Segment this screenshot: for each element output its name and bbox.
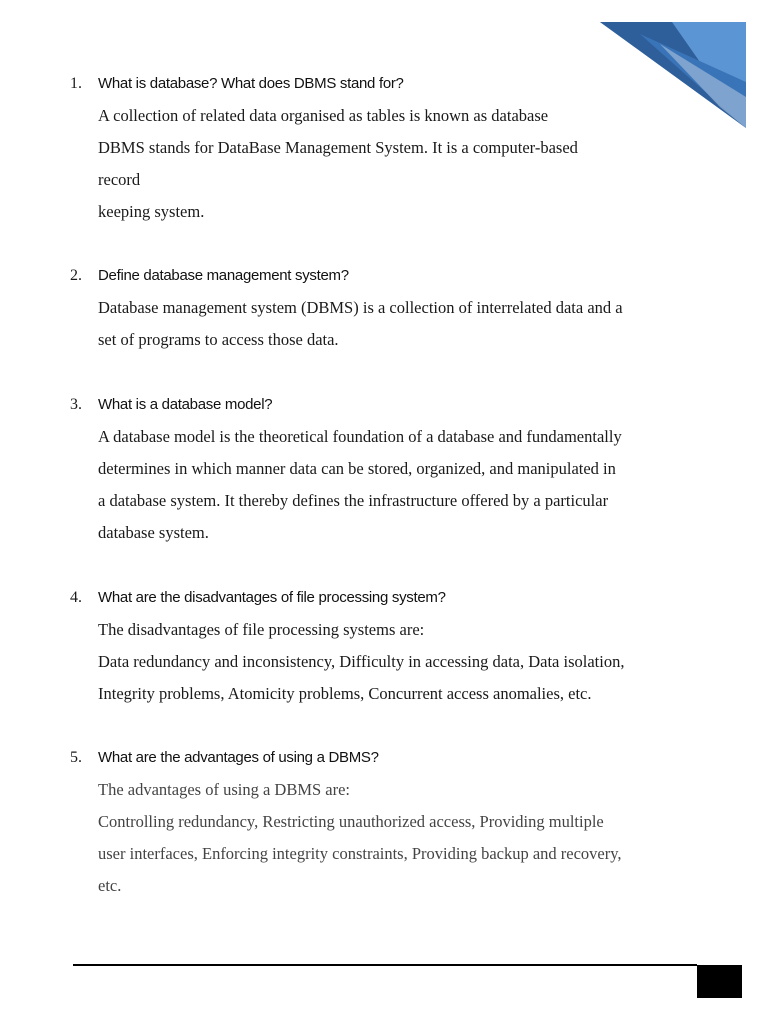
item-number: 5. xyxy=(70,749,82,766)
qa-item-3 xyxy=(70,389,694,549)
answer-line: The advantages of using a DBMS are: xyxy=(98,780,351,799)
question-heading: What are the disadvantages of file processing system? xyxy=(98,589,446,606)
answer-line: Controlling redundancy, Restricting unauthorized access, Providing multiple xyxy=(98,812,604,831)
question-heading: What are the advantages of using a DBMS? xyxy=(98,749,379,766)
answer-line: A collection of related data organised as tables is known as database xyxy=(98,106,549,125)
answer-line: The disadvantages of file processing systems are: xyxy=(98,620,425,639)
answer-line: A database model is the theoretical foundation of a database and fundamentally xyxy=(98,427,622,446)
answer-line: keeping system. xyxy=(98,202,205,221)
page-number-box xyxy=(697,965,742,998)
qa-item-1 xyxy=(70,68,694,228)
qa-item-4 xyxy=(70,582,694,710)
answer-line: record xyxy=(98,170,141,189)
answer-line: database system. xyxy=(98,523,209,542)
answer-line: a database system. It thereby defines the infrastructure offered by a particular xyxy=(98,491,609,510)
answer-line: set of programs to access those data. xyxy=(98,330,339,349)
answer-line: user interfaces, Enforcing integrity constraints, Providing backup and recovery, xyxy=(98,844,622,863)
qa-item-5 xyxy=(70,742,694,902)
footer-rule xyxy=(73,964,697,966)
qa-item-2 xyxy=(70,260,694,356)
spacer xyxy=(70,228,694,260)
question-heading: Define database management system? xyxy=(98,267,349,284)
answer-line: etc. xyxy=(98,876,122,895)
spacer xyxy=(70,549,694,582)
question-heading: What is a database model? xyxy=(98,396,273,413)
answer-line: Database management system (DBMS) is a collection of interrelated data and a xyxy=(98,298,623,317)
answer-line: DBMS stands for DataBase Management System. It is a computer-based xyxy=(98,138,578,157)
answer-line: determines in which manner data can be stored, organized, and manipulated in xyxy=(98,459,616,478)
answer-line: Integrity problems, Atomicity problems, Concurrent access anomalies, etc. xyxy=(98,684,592,703)
item-number: 1. xyxy=(70,75,82,92)
item-number: 3. xyxy=(70,396,82,413)
qa-list xyxy=(70,68,694,902)
answer-line: Data redundancy and inconsistency, Difficulty in accessing data, Data isolation, xyxy=(98,652,625,671)
item-number: 2. xyxy=(70,267,82,284)
item-number: 4. xyxy=(70,589,82,606)
question-heading: What is database? What does DBMS stand for? xyxy=(98,75,404,92)
spacer xyxy=(70,356,694,389)
spacer xyxy=(70,710,694,742)
